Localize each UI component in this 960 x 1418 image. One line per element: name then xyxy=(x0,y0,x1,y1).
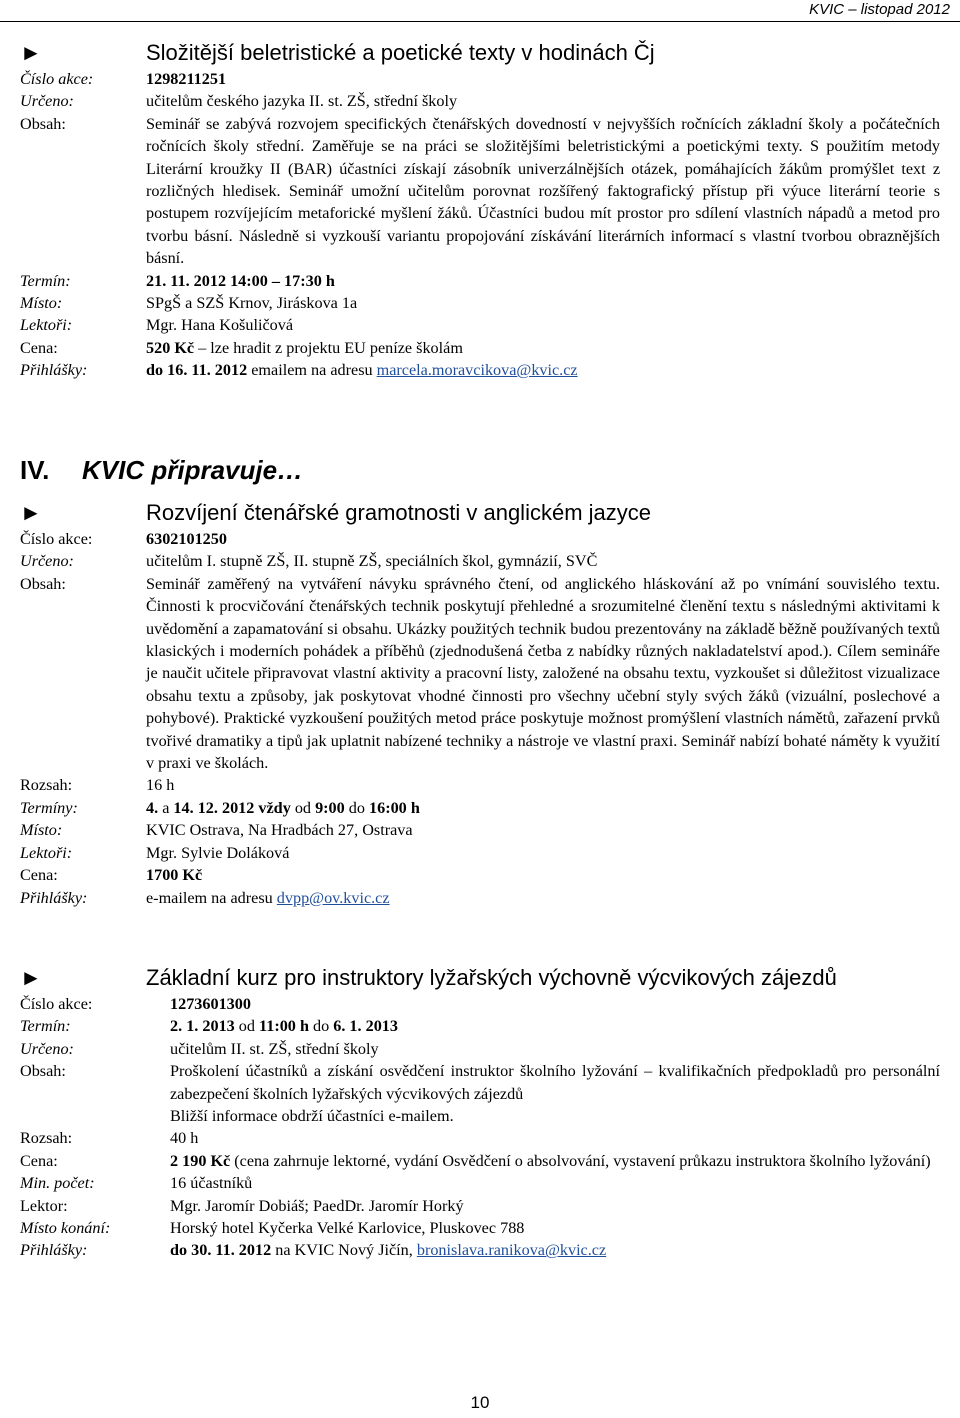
course-title: Rozvíjení čtenářské gramotnosti v anglickém jazyce xyxy=(146,500,651,525)
detail-value xyxy=(170,1217,940,1239)
detail-row xyxy=(20,292,940,314)
detail-label: Cena: xyxy=(20,1151,58,1170)
detail-value xyxy=(146,292,940,314)
detail-label: Přihlášky: xyxy=(20,888,88,907)
detail-text: Seminář zaměřený na vytváření návyku správného čtení, od anglického hláskování až po vnímání souvislého textu. Činnosti k procvičování čtenářských technik poskytují přehledné a srozumitelné členění textu s následnými aktivitami k uvědomění a zapamatování si obsahu. Ukázky použitých technik budou prezentovány na základě běžně používaných textů klasických i moderních pohádek a příběhů (zjednodušená četba z nabídky různých nakladatelství apod.). Cílem semináře je naučit učitele připravovat vlastní aktivity a pracovní listy, založené na obsahu textu, vyzkoušet si důležitost vizualizace obsahu textu a způsoby, jak poskytovat vhodné činnosti pro všechny učební styly svých žáků (vizuální, poslechové a pohybové). Praktické vyzkoušení použitých metod práce poskytuje možnost promýšlení vlastních námětů, zařazení prvků tvořivé dramatiky a tipů jak uplatnit nabízené techniky a nástroje ve vlastní praxi. Seminář nabízí bohaté náměty k využití v praxi ve školách. xyxy=(146,574,940,773)
detail-label: Lektor: xyxy=(20,1196,68,1215)
detail-label: Určeno: xyxy=(20,552,74,571)
detail-row xyxy=(20,1217,940,1239)
detail-text: učitelům II. st. ZŠ, střední školy xyxy=(170,1039,379,1058)
detail-text: 6. 1. 2013 xyxy=(333,1017,398,1036)
detail-text: Mgr. Sylvie Doláková xyxy=(146,843,290,862)
detail-text: učitelům českého jazyka II. st. ZŠ, střední školy xyxy=(146,92,458,111)
detail-text: učitelům I. stupně ZŠ, II. stupně ZŠ, speciálních škol, gymnázií, SVČ xyxy=(146,552,598,571)
course-title-row xyxy=(20,40,940,66)
detail-row xyxy=(20,359,940,381)
detail-label: Místo konání: xyxy=(20,1219,111,1238)
course-block-english-reading xyxy=(20,500,940,909)
detail-text: od xyxy=(234,1017,260,1036)
detail-label: Cena: xyxy=(20,866,58,885)
detail-text: e-mailem na adresu xyxy=(146,888,277,907)
detail-label: Lektoři: xyxy=(20,843,73,862)
detail-text: Bližší informace obdrží účastníci e-mailem. xyxy=(170,1107,454,1126)
section-number: IV. xyxy=(20,455,50,485)
detail-text: 1700 Kč xyxy=(146,866,203,885)
detail-label: Rozsah: xyxy=(20,776,73,795)
detail-text: 2. 1. 2013 xyxy=(170,1017,235,1036)
detail-value xyxy=(170,1038,940,1060)
course-title: Složitější beletristické a poetické texty v hodinách Čj xyxy=(146,40,655,65)
course-title: Základní kurz pro instruktory lyžařských výchovně výcvikových zájezdů xyxy=(146,965,837,990)
detail-text: do 16. 11. 2012 xyxy=(146,361,248,380)
detail-label: Číslo akce: xyxy=(20,70,94,88)
detail-text: do xyxy=(308,1017,334,1036)
detail-label: Termín: xyxy=(20,1017,71,1036)
detail-text: 16 účastníků xyxy=(170,1174,253,1193)
course-details xyxy=(20,528,940,909)
triangle-bullet-icon: ► xyxy=(20,965,42,990)
detail-value xyxy=(146,864,940,886)
detail-text: do xyxy=(344,798,370,817)
detail-text: Seminář se zabývá rozvojem specifických čtenářských dovedností v nejvyšších ročnících základní školy a počátečních ročnících školy střední. Zaměřuje se na práci se složitějšími beletristickými a poetickými texty. S použitím metody Literární kroužky II (BAR) účastníci získají zásobník univerzálnějších otázek, pomáhajících žákům promýšlet text z rozličných hledisek. Seminář umožní učitelům porovnat rozšířený faktografický přístup při výuce literární teorie s postupem rozvíjejícím metaforické myšlení žáků. Účastníci budou mít prostor pro sdílení vlastních nápadů a metod pro tvorbu básní. Následně si vyzkouší variantu propojování získávání literárních informací s vlastní tvorbou obraznějších básní. xyxy=(146,114,940,268)
detail-text: 40 h xyxy=(170,1129,199,1148)
detail-label: Termíny: xyxy=(20,798,78,817)
detail-text: 2 190 Kč xyxy=(170,1151,231,1170)
detail-value xyxy=(146,842,940,864)
detail-label: Přihlášky: xyxy=(20,1241,88,1260)
detail-text: 11:00 h xyxy=(259,1017,309,1036)
course-details xyxy=(20,993,940,1262)
detail-label: Cena: xyxy=(20,338,58,357)
detail-value xyxy=(146,359,940,381)
detail-text: emailem na adresu xyxy=(247,361,377,380)
detail-label: Místo: xyxy=(20,294,63,313)
detail-row xyxy=(20,113,940,270)
detail-value xyxy=(146,314,940,336)
detail-row xyxy=(20,1015,940,1037)
detail-row xyxy=(20,774,940,796)
detail-value xyxy=(146,528,940,550)
detail-row xyxy=(20,1172,940,1194)
detail-label: Obsah: xyxy=(20,574,66,593)
header-rule xyxy=(0,21,960,22)
course-details xyxy=(20,68,940,382)
detail-label: Číslo akce: xyxy=(20,530,93,548)
email-link[interactable]: dvpp@ov.kvic.cz xyxy=(276,888,390,907)
detail-value xyxy=(146,90,940,112)
detail-value xyxy=(146,819,940,841)
course-title-row xyxy=(20,965,940,991)
detail-text: Mgr. Jaromír Dobiáš; PaedDr. Jaromír Horký xyxy=(170,1196,464,1215)
detail-row xyxy=(20,314,940,336)
detail-row xyxy=(20,337,940,359)
detail-row xyxy=(20,1239,940,1261)
detail-row xyxy=(20,1195,940,1217)
detail-value xyxy=(170,1127,940,1149)
detail-text: Horský hotel Kyčerka Velké Karlovice, Pluskovec 788 xyxy=(170,1219,525,1238)
detail-value xyxy=(146,270,940,292)
detail-text: (cena zahrnuje lektorné, vydání Osvědčení o absolvování, vystavení průkazu instruktora školního lyžování) xyxy=(230,1151,931,1170)
detail-value xyxy=(170,1239,940,1261)
detail-row xyxy=(20,528,940,550)
running-header: KVIC – listopad 2012 xyxy=(809,1,950,18)
detail-label: Min. počet: xyxy=(20,1174,95,1193)
detail-row xyxy=(20,90,940,112)
detail-text: 21. 11. 2012 14:00 – 17:30 h xyxy=(146,271,335,290)
detail-text: 9:00 xyxy=(315,798,345,817)
detail-label: Obsah: xyxy=(20,114,66,133)
detail-text: Mgr. Hana Košuličová xyxy=(146,316,294,335)
detail-text: 4. xyxy=(146,798,159,817)
detail-label: Rozsah: xyxy=(20,1129,73,1148)
page-number: 10 xyxy=(470,1393,490,1412)
detail-text: na KVIC Nový Jičín, xyxy=(271,1241,417,1260)
detail-row xyxy=(20,797,940,819)
detail-label: Termín: xyxy=(20,271,71,290)
detail-text: 520 Kč xyxy=(146,338,195,357)
detail-value xyxy=(170,1195,940,1217)
detail-text: a xyxy=(158,798,174,817)
email-link[interactable]: marcela.moravcikova@kvic.cz xyxy=(376,361,578,380)
detail-value xyxy=(170,1150,940,1172)
detail-row xyxy=(20,993,940,1015)
detail-value xyxy=(170,993,940,1015)
detail-text: 6302101250 xyxy=(146,530,227,548)
detail-row xyxy=(20,842,940,864)
detail-value xyxy=(146,887,940,909)
detail-text: Proškolení účastníků a získání osvědčení instruktor školního lyžování – kvalifikačních předpokladů pro personální zabezpečení školních lyžařských výcvikových zájezdů xyxy=(170,1062,940,1103)
detail-text: od xyxy=(290,798,316,817)
detail-text: – lze hradit z projektu EU peníze školám xyxy=(194,338,463,357)
detail-label: Lektoři: xyxy=(20,316,73,335)
section-name: KVIC připravuje… xyxy=(82,455,304,485)
detail-text: 1273601300 xyxy=(170,995,251,1013)
triangle-bullet-icon: ► xyxy=(20,500,42,525)
section-heading xyxy=(20,455,303,486)
detail-row xyxy=(20,1038,940,1060)
detail-text: 14. 12. 2012 vždy xyxy=(173,798,291,817)
detail-value xyxy=(146,550,940,572)
detail-label: Určeno: xyxy=(20,92,74,111)
detail-text: 16 h xyxy=(146,776,175,795)
detail-value xyxy=(146,68,940,90)
detail-row xyxy=(20,1060,940,1127)
detail-row xyxy=(20,1150,940,1172)
course-title-row xyxy=(20,500,940,526)
detail-text: KVIC Ostrava, Na Hradbách 27, Ostrava xyxy=(146,821,413,840)
detail-row xyxy=(20,573,940,775)
detail-row xyxy=(20,887,940,909)
detail-text: SPgŠ a SZŠ Krnov, Jiráskova 1a xyxy=(146,294,358,313)
course-block-literary-texts xyxy=(20,40,940,382)
detail-value xyxy=(146,113,940,270)
detail-value xyxy=(170,1015,940,1037)
detail-label: Číslo akce: xyxy=(20,995,93,1013)
detail-text: do 30. 11. 2012 xyxy=(170,1241,272,1260)
triangle-bullet-icon: ► xyxy=(20,40,42,65)
detail-label: Obsah: xyxy=(20,1062,66,1081)
detail-row xyxy=(20,68,940,90)
detail-value xyxy=(170,1060,940,1127)
detail-value xyxy=(146,337,940,359)
detail-value xyxy=(146,797,940,819)
detail-row xyxy=(20,819,940,841)
detail-label: Přihlášky: xyxy=(20,361,88,380)
detail-text: 1298211251 xyxy=(146,70,227,88)
detail-row xyxy=(20,864,940,886)
detail-row xyxy=(20,550,940,572)
detail-label: Určeno: xyxy=(20,1039,74,1058)
detail-label: Místo: xyxy=(20,821,63,840)
detail-value xyxy=(146,774,940,796)
detail-row xyxy=(20,1127,940,1149)
email-link[interactable]: bronislava.ranikova@kvic.cz xyxy=(416,1241,607,1260)
detail-value xyxy=(170,1172,940,1194)
detail-text: 16:00 h xyxy=(369,798,420,817)
course-block-ski-instructors xyxy=(20,965,940,1262)
detail-row xyxy=(20,270,940,292)
detail-value xyxy=(146,573,940,775)
